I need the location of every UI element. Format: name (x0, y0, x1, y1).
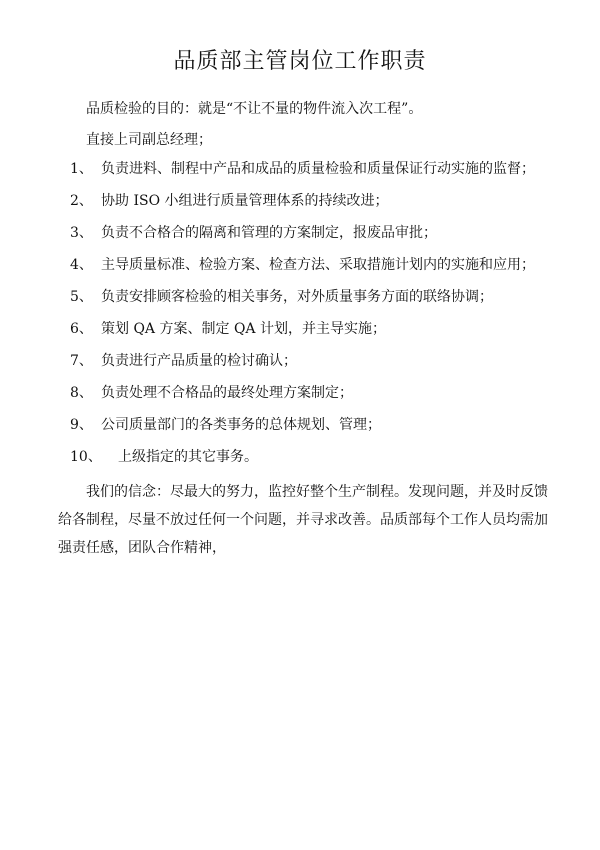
closing-paragraph: 我们的信念：尽最大的努力，监控好整个生产制程。发现问题，并及时反馈给各制程，尽量不放过任何一个问题，并寻求改善。品质部每个工作人员均需加强责任感，团队合作精神， (58, 484, 548, 556)
item-text: 负责进行产品质量的检讨确认； (101, 353, 297, 369)
item-number: 4、 (70, 257, 93, 273)
item-text: 负责进料、制程中产品和成品的质量检验和质量保证行动实施的监督； (101, 161, 535, 177)
item-number: 5、 (70, 289, 93, 305)
item-text: 上级指定的其它事务。 (118, 449, 258, 465)
item-text: 主导质量标准、检验方案、检查方法、采取措施计划内的实施和应用； (101, 257, 535, 273)
item-number: 1、 (70, 161, 93, 177)
item-text: 公司质量部门的各类事务的总体规划、管理； (101, 417, 381, 433)
item-number: 3、 (70, 225, 93, 241)
item-number: 10、 (70, 449, 102, 465)
item-text: 负责不合格合的隔离和管理的方案制定，报废品审批； (101, 225, 437, 241)
item-number: 2、 (70, 193, 93, 209)
purpose-paragraph: 品质检验的目的：就是“不让不量的物件流入次工程”。 (86, 101, 423, 117)
item-number: 9、 (70, 417, 93, 433)
item-text: 负责处理不合格品的最终处理方案制定； (101, 385, 353, 401)
item-number: 6、 (70, 321, 93, 337)
document-title: 品质部主管岗位工作职责 (173, 49, 427, 74)
item-number: 7、 (70, 353, 93, 369)
item-number: 8、 (70, 385, 93, 401)
item-text: 负责安排顾客检验的相关事务，对外质量事务方面的联络协调； (101, 289, 493, 305)
item-text: 策划 QA 方案、制定 QA 计划，并主导实施； (101, 321, 386, 337)
item-text: 协助 ISO 小组进行质量管理体系的持续改进； (101, 193, 389, 209)
superior-paragraph: 直接上司副总经理； (86, 132, 212, 148)
